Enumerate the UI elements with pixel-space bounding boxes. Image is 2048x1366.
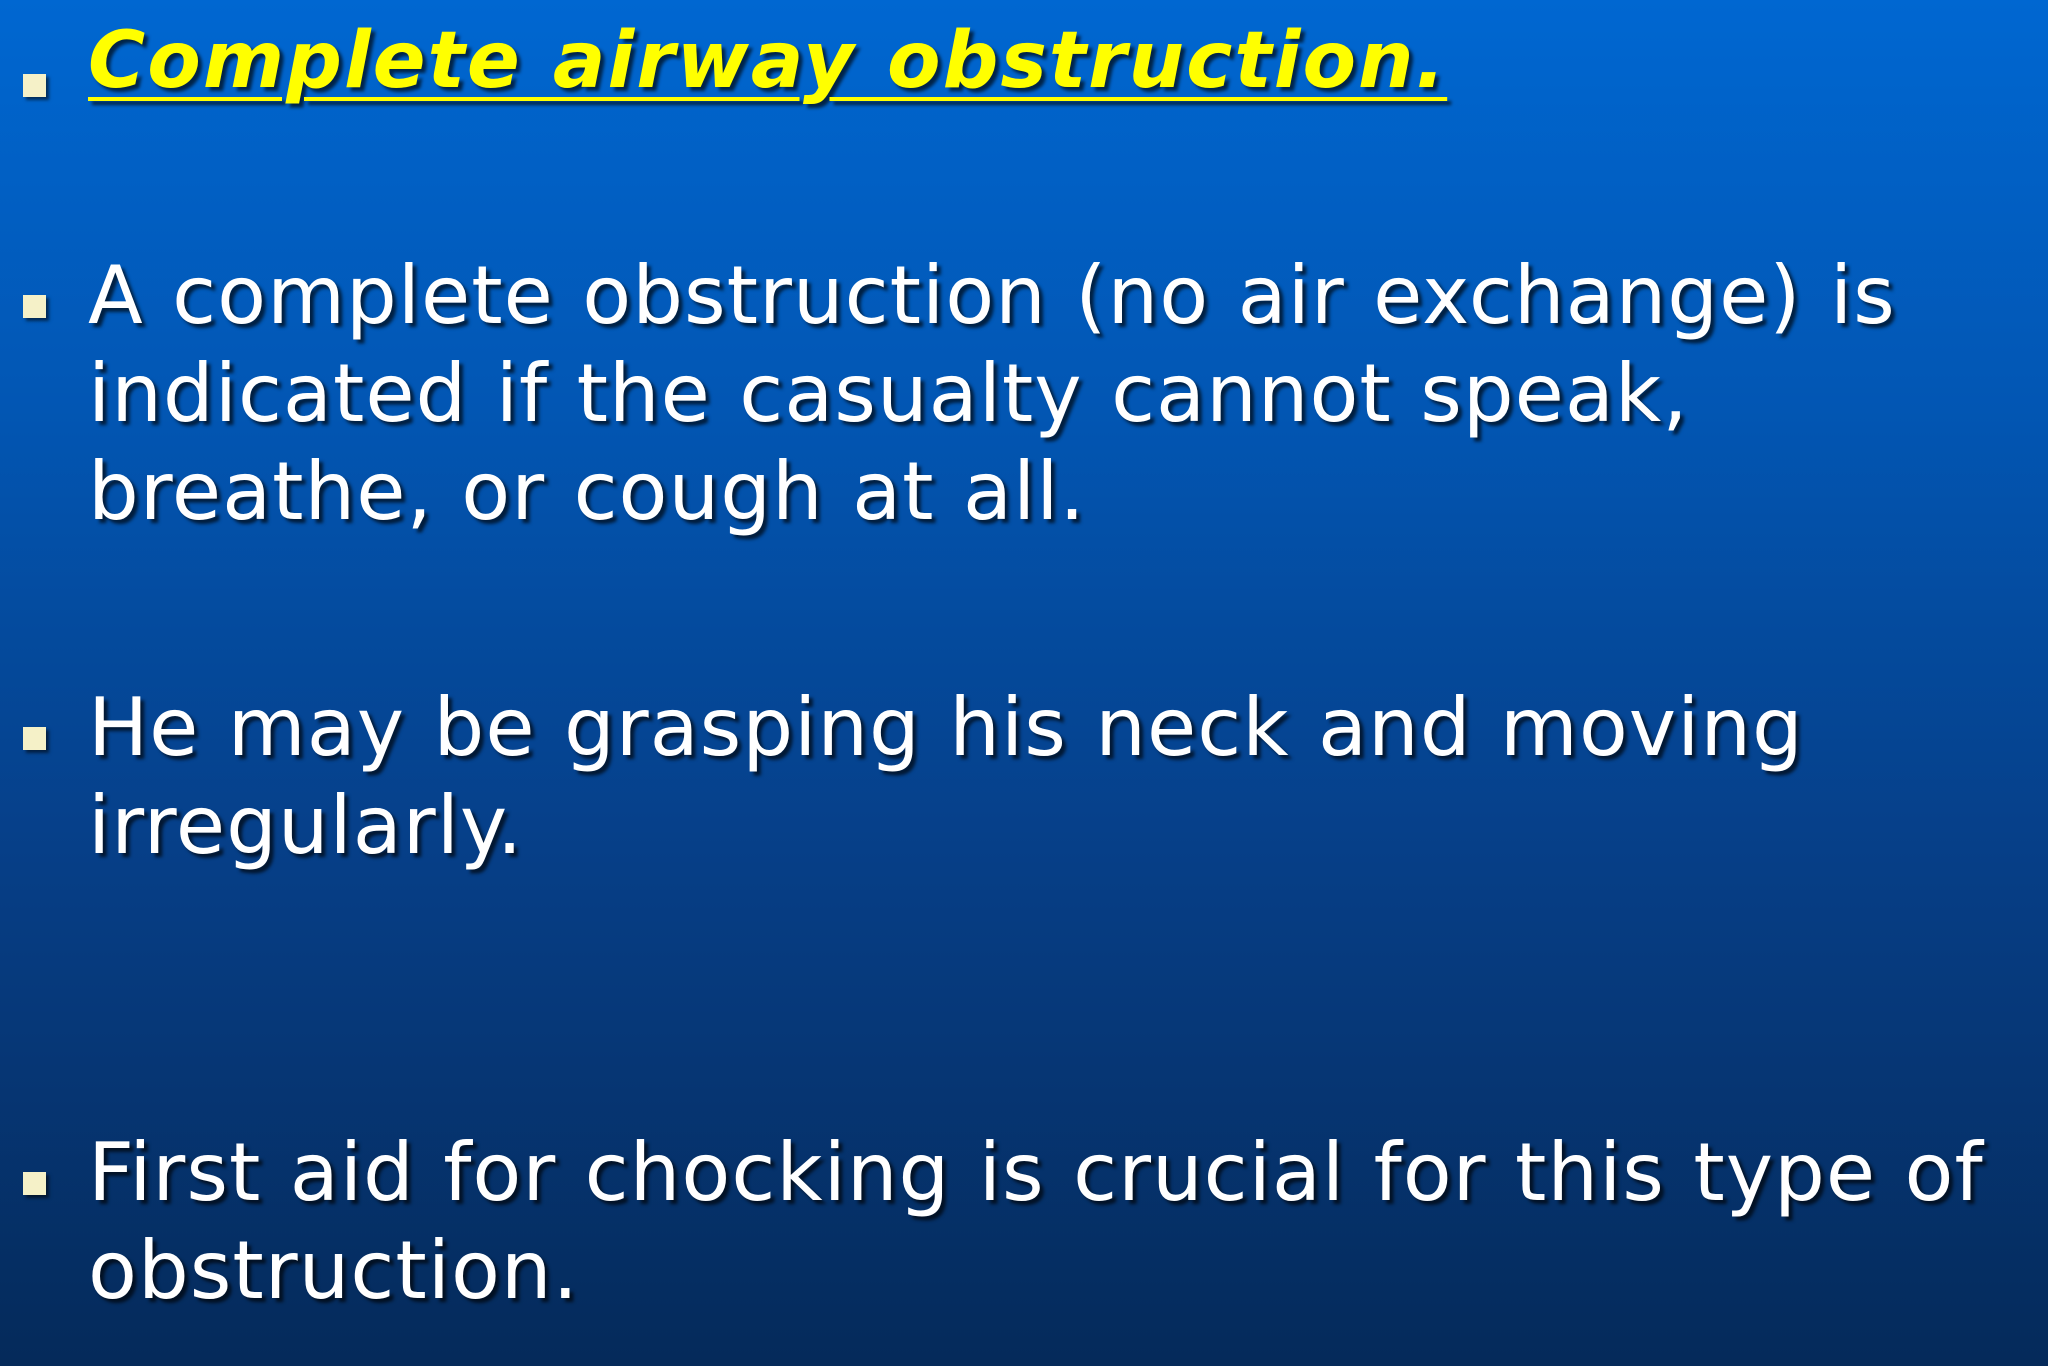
- bullet-text: He may be grasping his neck and moving irregularly.: [88, 681, 1804, 872]
- square-bullet-icon: [23, 74, 46, 97]
- square-bullet-icon: [23, 1172, 46, 1195]
- bullet-text: First aid for chocking is crucial for this type of obstruction.: [88, 1126, 1984, 1317]
- square-bullet-icon: [23, 295, 46, 318]
- bullet-text: A complete obstruction (no air exchange) is indicated if the casualty cannot speak, breathe, or cough at all.: [88, 249, 1896, 538]
- square-bullet-icon: [23, 727, 46, 750]
- slide-heading: Complete airway obstruction.: [88, 16, 1448, 106]
